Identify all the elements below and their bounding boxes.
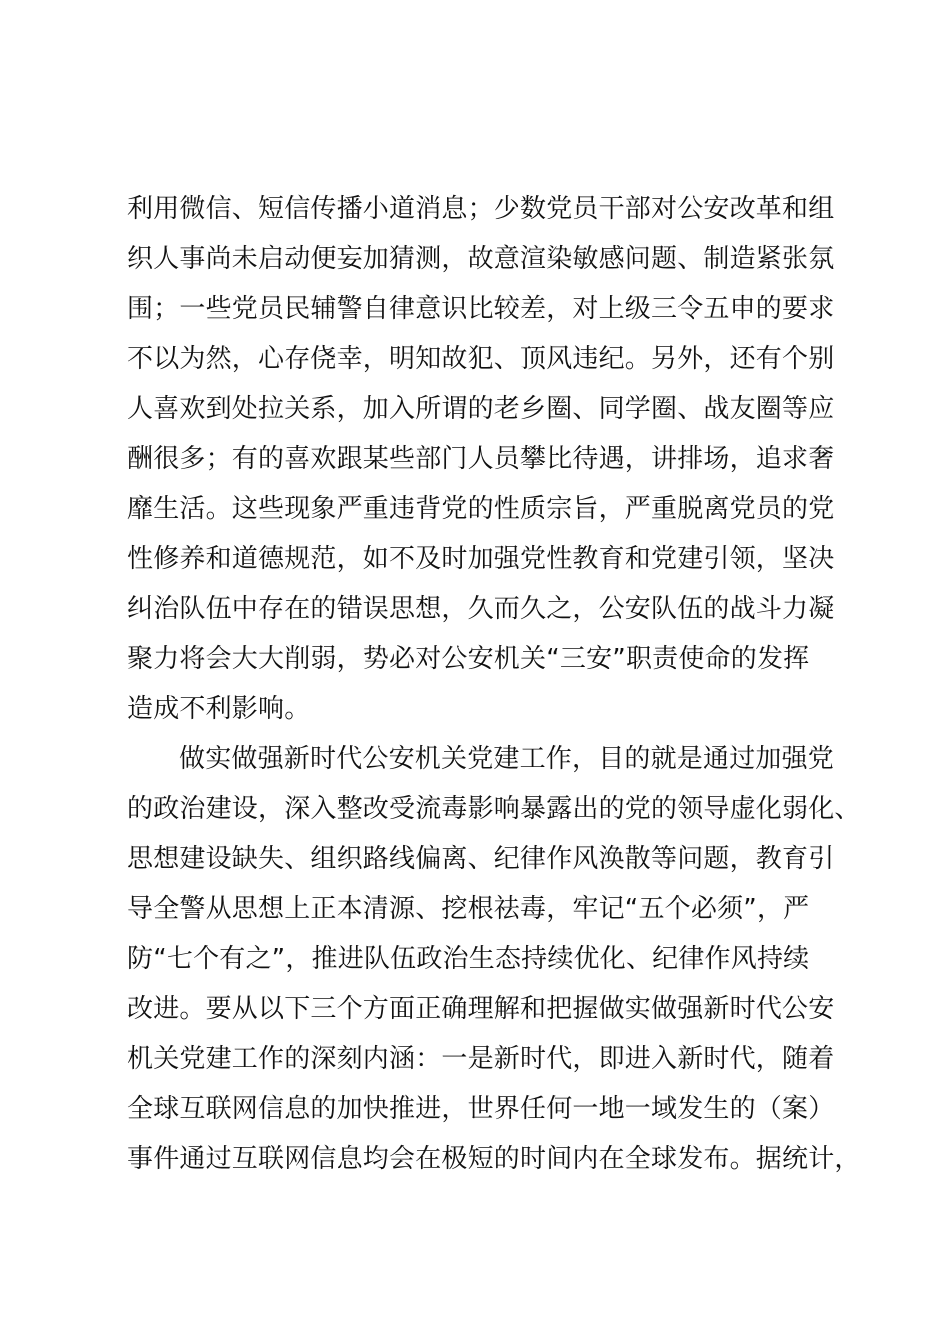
paragraph-line: 防“七个有之”，推进队伍政治生态持续优化、纪律作风持续: [127, 944, 810, 974]
paragraph-line: 事件通过互联网信息均会在极短的时间内在全球发布。据统计，: [127, 1144, 861, 1174]
paragraph-line: 改进。要从以下三个方面正确理解和把握做实做强新时代公安: [127, 994, 835, 1024]
paragraph-line: 的政治建设，深入整改受流毒影响暴露出的党的领导虚化弱化、: [127, 794, 861, 824]
paragraph-line: 酬很多；有的喜欢跟某些部门人员攀比待遇，讲排场，追求奢: [127, 444, 835, 474]
paragraph-1: [127, 184, 847, 734]
paragraph-line: 不以为然，心存侥幸，明知故犯、顶风违纪。另外，还有个别: [127, 344, 835, 374]
paragraph-line: 织人事尚未启动便妄加猜测，故意渲染敏感问题、制造紧张氛: [127, 244, 835, 274]
paragraph-line: 纠治队伍中存在的错误思想，久而久之，公安队伍的战斗力凝: [127, 594, 835, 624]
paragraph-line: 思想建设缺失、组织路线偏离、纪律作风涣散等问题，教育引: [127, 844, 835, 874]
paragraph-line: 人喜欢到处拉关系，加入所谓的老乡圈、同学圈、战友圈等应: [127, 394, 835, 424]
paragraph-line: 造成不利影响。: [127, 694, 311, 724]
paragraph-line: 性修养和道德规范，如不及时加强党性教育和党建引领，坚决: [127, 544, 835, 574]
paragraph-line: 导全警从思想上正本清源、挖根祛毒，牢记“五个必须”，严: [127, 894, 810, 924]
paragraph-2: [127, 734, 861, 1184]
paragraph-line: 全球互联网信息的加快推进，世界任何一地一域发生的（案）: [127, 1094, 835, 1124]
paragraph-line: 机关党建工作的深刻内涵：一是新时代，即进入新时代，随着: [127, 1044, 835, 1074]
paragraph-line-first: 做实做强新时代公安机关党建工作，目的就是通过加强党: [179, 744, 835, 774]
paragraph-line: 围；一些党员民辅警自律意识比较差，对上级三令五申的要求: [127, 294, 835, 324]
paragraph-line: 靡生活。这些现象严重违背党的性质宗旨，严重脱离党员的党: [127, 494, 835, 524]
paragraph-line: 聚力将会大大削弱，势必对公安机关“三安”职责使命的发挥: [127, 644, 810, 674]
paragraph-line: 利用微信、短信传播小道消息；少数党员干部对公安改革和组: [127, 194, 835, 224]
document-body: [127, 184, 861, 1184]
